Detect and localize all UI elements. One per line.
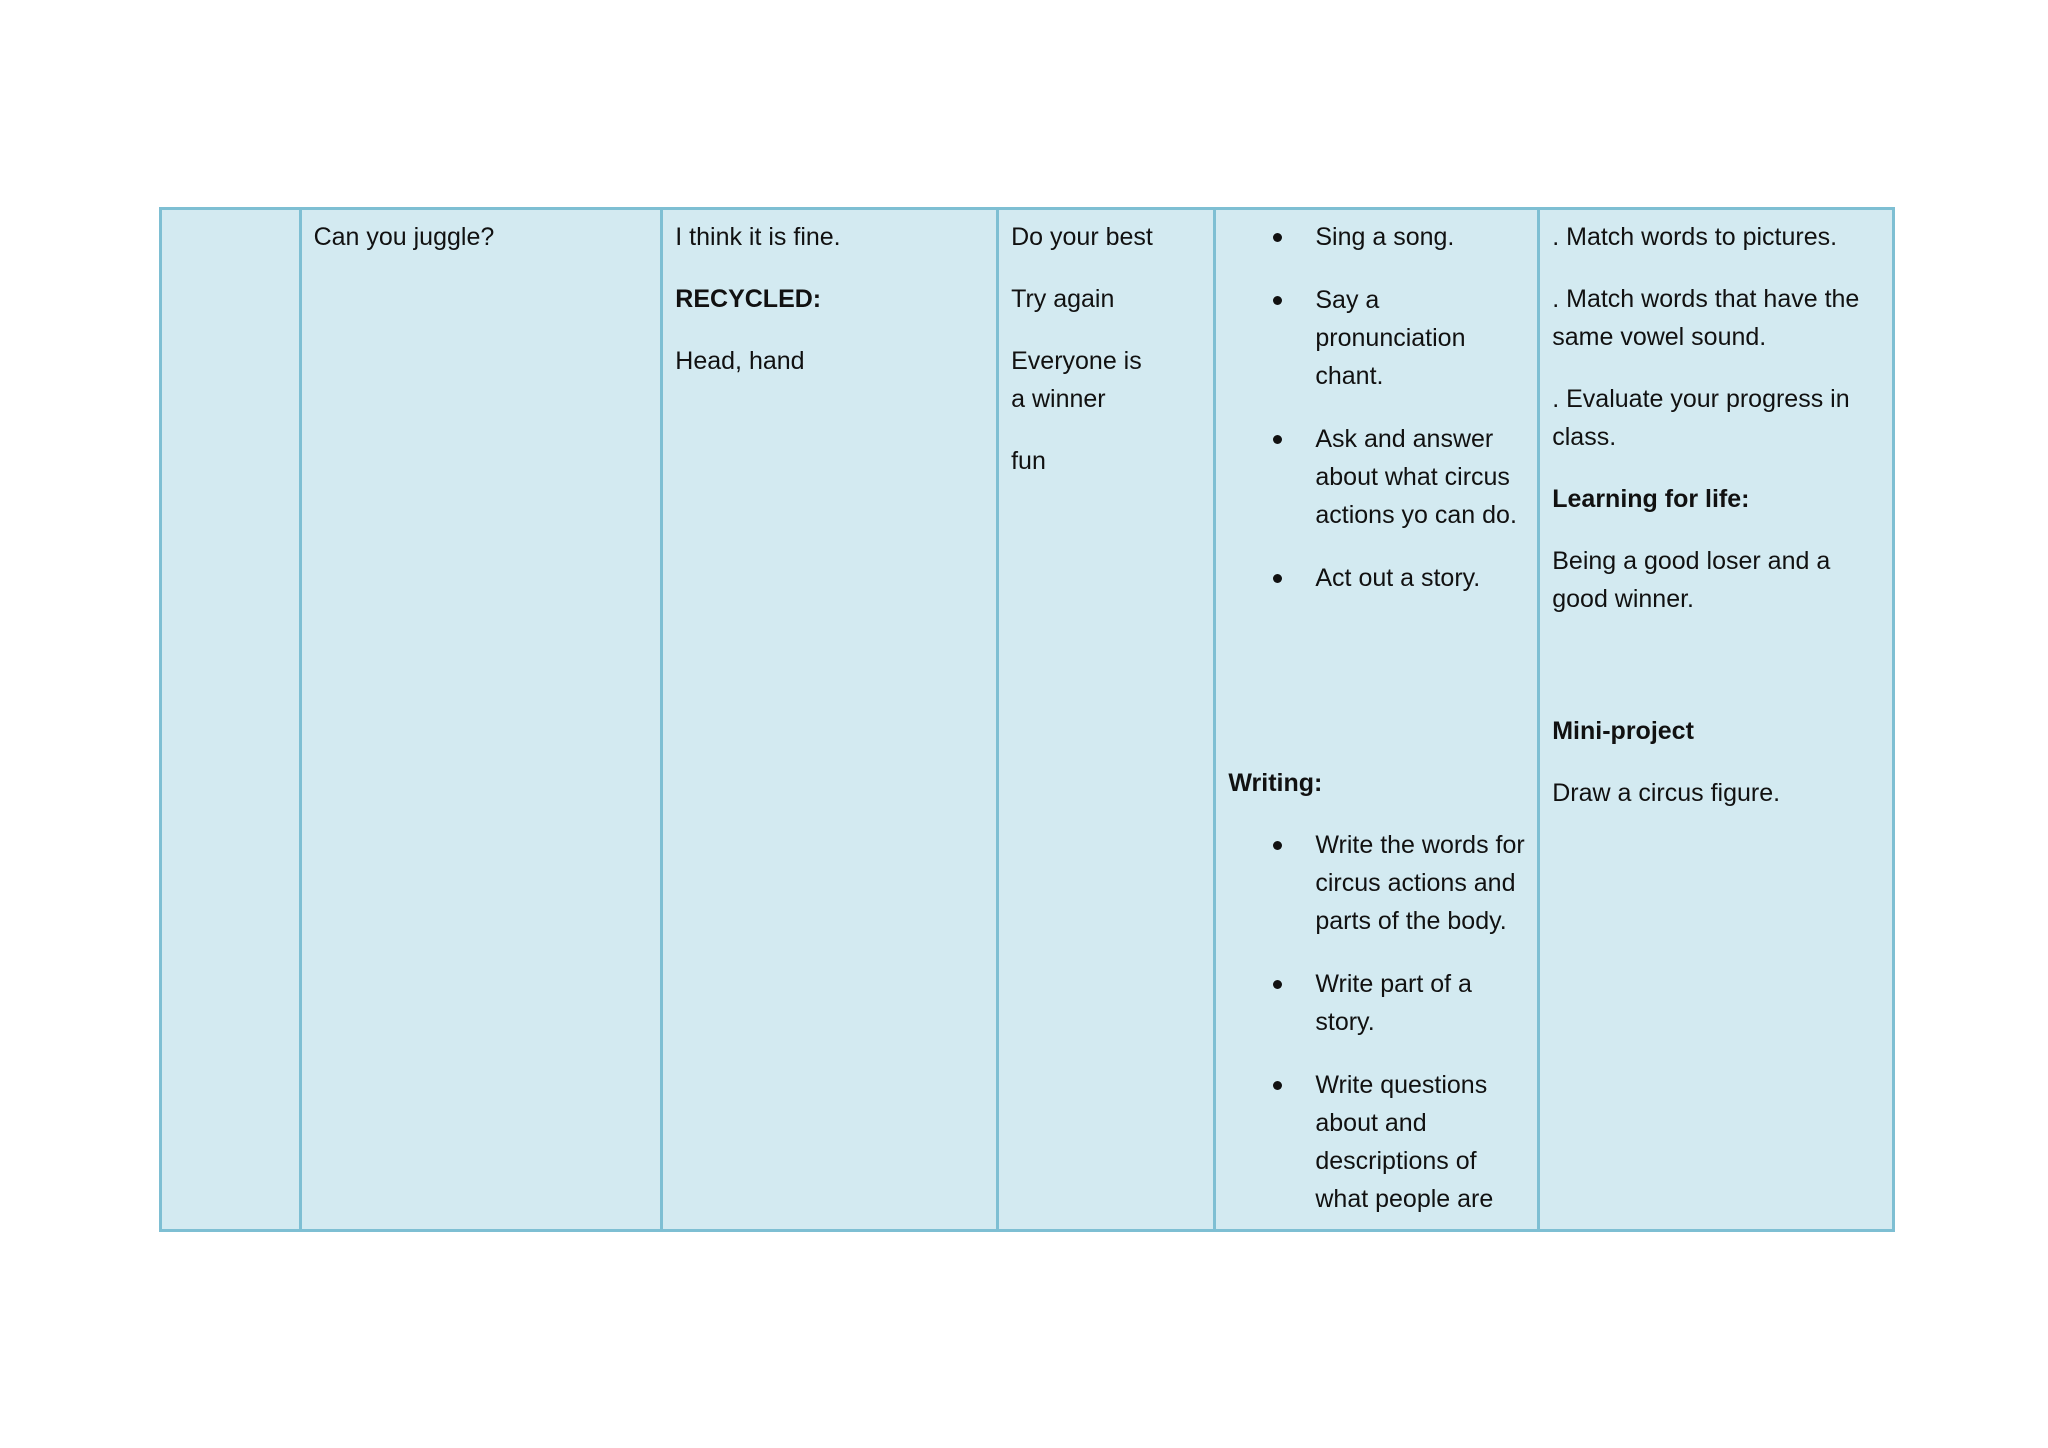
phrase-item: Do your best — [1011, 223, 1153, 251]
cell-text: I think it is fine. — [675, 223, 841, 251]
writing-list — [1228, 826, 1525, 1218]
list-item: Ask and answer about what circus actions yo can do. — [1228, 420, 1525, 534]
writing-label: Writing: — [1228, 769, 1323, 797]
cell-text: Can you juggle? — [313, 223, 495, 251]
list-item: Write part of a story. — [1228, 965, 1525, 1041]
objective-item: . Evaluate your progress in class. — [1552, 385, 1850, 451]
phrase-item: fun — [1011, 447, 1046, 475]
speaking-list — [1228, 218, 1525, 597]
phrase-item: Everyone is a winner — [1011, 347, 1142, 413]
bullet-icon — [1273, 1081, 1282, 1090]
objective-item: . Match words to pictures. — [1552, 223, 1838, 251]
table-cell-skills — [1216, 210, 1540, 1229]
table-cell-structures — [663, 210, 999, 1229]
list-item: Write questions about and descriptions of what people are — [1228, 1066, 1525, 1218]
learning-for-life-label: Learning for life: — [1552, 485, 1750, 513]
objective-item: . Match words that have the same vowel sound. — [1552, 285, 1860, 351]
recycled-label: RECYCLED: — [675, 285, 822, 313]
table-cell-phrases — [999, 210, 1216, 1229]
list-item: Sing a song. — [1228, 218, 1525, 256]
table-cell-objectives — [1540, 210, 1892, 1229]
table-cell-language — [302, 210, 664, 1229]
bullet-icon — [1273, 574, 1282, 583]
bullet-icon — [1273, 435, 1282, 444]
bullet-icon — [1273, 233, 1282, 242]
bullet-icon — [1273, 296, 1282, 305]
bullet-icon — [1273, 980, 1282, 989]
bullet-icon — [1273, 841, 1282, 850]
mini-project-text: Draw a circus figure. — [1552, 779, 1781, 807]
list-item: Write the words for circus actions and parts of the body. — [1228, 826, 1525, 940]
mini-project-label: Mini-project — [1552, 717, 1694, 745]
recycled-words: Head, hand — [675, 347, 805, 375]
learning-for-life-text: Being a good loser and a good winner. — [1552, 547, 1831, 613]
list-item: Act out a story. — [1228, 559, 1525, 597]
phrase-item: Try again — [1011, 285, 1115, 313]
lesson-plan-table — [159, 207, 1895, 1232]
list-item: Say a pronunciation chant. — [1228, 281, 1525, 395]
table-cell-empty — [162, 210, 302, 1229]
